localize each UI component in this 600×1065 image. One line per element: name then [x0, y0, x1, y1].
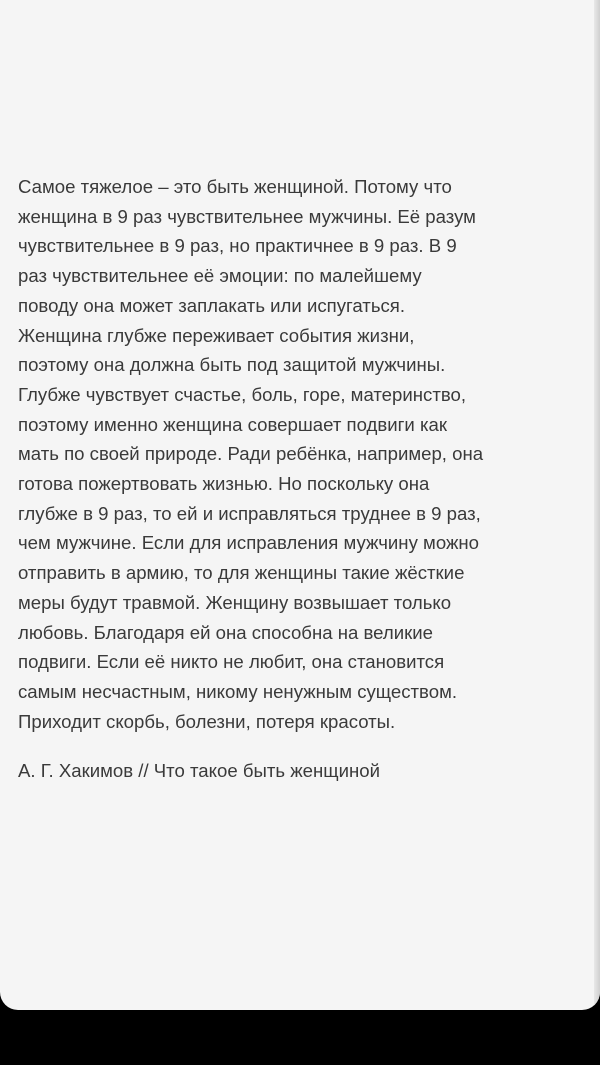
quote-line: подвиги. Если её никто не любит, она становится [18, 651, 445, 673]
quote-line: чем мужчине. Если для исправления мужчину можно [18, 532, 480, 554]
screen-edge-shadow [594, 0, 600, 1010]
bottom-frame [0, 1010, 600, 1065]
quote-line: любовь. Благодаря ей она способна на великие [18, 621, 433, 643]
quote-line: Женщина глубже переживает события жизни, [18, 324, 415, 346]
quote-line: женщина в 9 раз чувствительнее мужчины. Её разум [18, 205, 476, 227]
quote-line: Приходит скорбь, болезни, потеря красоты. [18, 710, 396, 732]
quote-line: Самое тяжелое – это быть женщиной. Потому что [18, 176, 452, 197]
quote-line: готова пожертвовать жизнью. Но поскольку она [18, 473, 430, 495]
quote-attribution: А. Г. Хакимов // Что такое быть женщиной [18, 760, 380, 781]
quote-line: поэтому она должна быть под защитой мужчины. [18, 354, 446, 376]
quote-line: поводу она может заплакать или испугаться. [18, 294, 406, 316]
quote-text [18, 172, 586, 736]
quote-line: Глубже чувствует счастье, боль, горе, материнство, [18, 383, 467, 405]
quote-line: мать по своей природе. Ради ребёнка, например, она [18, 443, 484, 465]
quote-line: отправить в армию, то для женщины такие жёсткие [18, 562, 465, 584]
quote-line: чувствительнее в 9 раз, но практичнее в 9 раз. В 9 [18, 235, 457, 257]
quote-line: поэтому именно женщина совершает подвиги как [18, 413, 447, 435]
quote-line: самым несчастным, никому ненужным существом. [18, 680, 458, 702]
quote-line: меры будут травмой. Женщину возвышает только [18, 591, 452, 613]
quote-line: глубже в 9 раз, то ей и исправляться труднее в 9 раз, [18, 502, 481, 524]
quote-line: раз чувствительнее её эмоции: по малейшему [18, 265, 422, 287]
